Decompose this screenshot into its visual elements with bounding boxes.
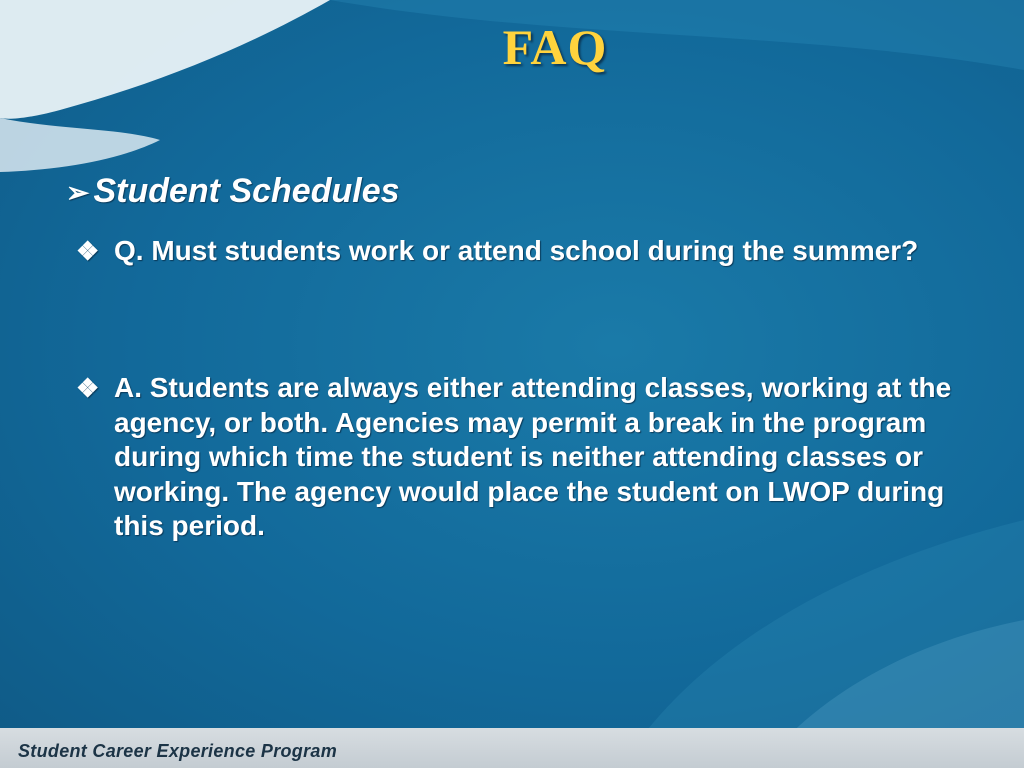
arrowhead-bullet-icon: ➢ — [66, 177, 90, 208]
diamond-bullet-icon: ❖ — [76, 236, 100, 266]
diamond-bullet-icon: ❖ — [76, 373, 100, 403]
section-heading-text: Student Schedules — [93, 172, 400, 210]
slide-title: FAQ — [502, 19, 608, 75]
footer-label: Student Career Experience Program — [18, 741, 338, 761]
question-bullet — [76, 234, 976, 269]
answer-text: A. Students are always either attending classes, working at the agency, or both. Agencies may permit a break in the program during which time the student is neither attending classes or working. The agency would place the student on LWOP during this period. — [114, 372, 952, 541]
section-heading — [66, 172, 400, 211]
answer-bullet — [76, 371, 976, 544]
question-text: Q. Must students work or attend school during the summer? — [114, 235, 919, 266]
